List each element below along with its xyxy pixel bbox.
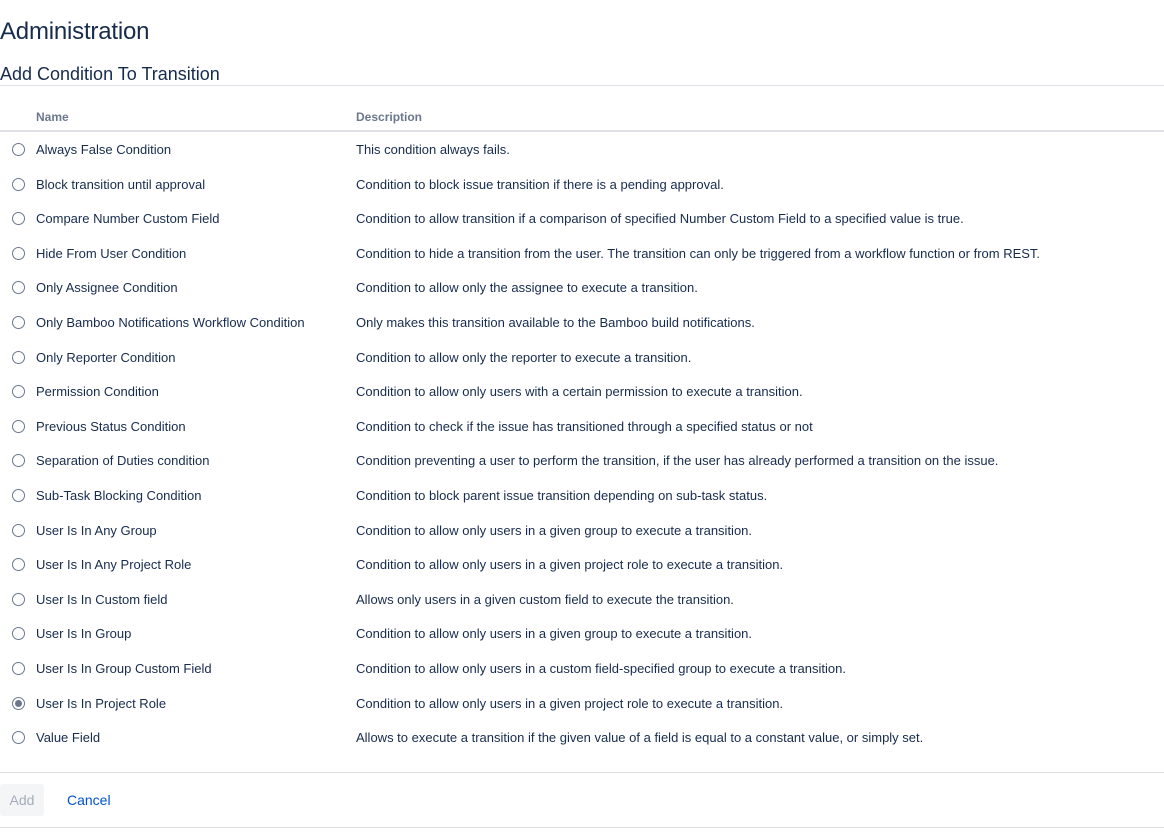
condition-description: Condition to allow only users in a given project role to execute a transition. (356, 695, 784, 711)
condition-description: Condition to allow only users in a given group to execute a transition. (356, 522, 753, 538)
condition-description: Condition to block issue transition if there is a pending approval. (356, 176, 724, 192)
table-row[interactable] (0, 616, 1164, 651)
table-row[interactable] (0, 340, 1164, 375)
condition-description: Condition to allow transition if a comparison of specified Number Custom Field to a specified value is true. (356, 211, 964, 227)
condition-radio[interactable] (12, 593, 25, 606)
condition-name[interactable]: Sub-Task Blocking Condition (36, 487, 202, 503)
condition-radio[interactable] (12, 420, 25, 433)
column-header-description: Description (356, 110, 423, 124)
table-row[interactable] (0, 478, 1164, 513)
header-divider (0, 85, 1164, 86)
table-row[interactable] (0, 167, 1164, 202)
condition-description: Condition to allow only users in a custom field-specified group to execute a transition. (356, 660, 846, 676)
condition-description: Condition preventing a user to perform the transition, if the user has already performed a transition on the issue. (356, 453, 999, 469)
condition-name[interactable]: User Is In Custom field (36, 591, 168, 607)
condition-radio[interactable] (12, 212, 25, 225)
footer-divider (0, 827, 1164, 828)
condition-description: Condition to allow only users with a certain permission to execute a transition. (356, 384, 803, 400)
condition-name[interactable]: Only Reporter Condition (36, 349, 176, 365)
condition-description: Condition to allow only users in a given group to execute a transition. (356, 626, 753, 642)
condition-radio[interactable] (12, 143, 25, 156)
condition-radio[interactable] (12, 489, 25, 502)
condition-name[interactable]: Only Assignee Condition (36, 280, 178, 296)
condition-description: Only makes this transition available to the Bamboo build notifications. (356, 314, 755, 330)
condition-name[interactable]: Value Field (36, 730, 101, 746)
condition-description: Condition to allow only users in a given project role to execute a transition. (356, 557, 784, 573)
condition-radio[interactable] (12, 385, 25, 398)
cancel-link[interactable]: Cancel (67, 792, 111, 808)
condition-radio[interactable] (12, 454, 25, 467)
column-header-name: Name (36, 110, 69, 124)
condition-name[interactable]: User Is In Project Role (36, 695, 167, 711)
condition-description: This condition always fails. (356, 142, 510, 157)
condition-name[interactable]: User Is In Any Project Role (36, 557, 192, 573)
condition-name[interactable]: Separation of Duties condition (36, 453, 210, 469)
condition-radio[interactable] (12, 524, 25, 537)
condition-name[interactable]: Always False Condition (36, 142, 172, 157)
table-row[interactable] (0, 236, 1164, 271)
condition-name[interactable]: Only Bamboo Notifications Workflow Condition (36, 314, 305, 330)
page-title: Administration (0, 18, 150, 45)
condition-description: Condition to check if the issue has transitioned through a specified status or not (356, 418, 813, 434)
condition-name[interactable]: Hide From User Condition (36, 245, 187, 261)
condition-name[interactable]: Block transition until approval (36, 176, 206, 192)
condition-radio[interactable] (12, 316, 25, 329)
condition-description: Condition to hide a transition from the user. The transition can only be triggered from a workflow function or from REST. (356, 245, 1041, 261)
condition-name[interactable]: Permission Condition (36, 384, 159, 400)
condition-radio[interactable] (12, 281, 25, 294)
conditions-table (0, 104, 1164, 755)
table-row[interactable] (0, 270, 1164, 305)
table-row[interactable] (0, 547, 1164, 582)
table-row[interactable] (0, 374, 1164, 409)
condition-name[interactable]: Compare Number Custom Field (36, 211, 220, 227)
condition-radio[interactable] (12, 627, 25, 640)
condition-name[interactable]: User Is In Any Group (36, 522, 157, 538)
table-row[interactable] (0, 513, 1164, 548)
table-row[interactable] (0, 686, 1164, 721)
table-row[interactable] (0, 720, 1164, 755)
table-row[interactable] (0, 409, 1164, 444)
table-row[interactable] (0, 443, 1164, 478)
table-row[interactable] (0, 132, 1164, 167)
table-row[interactable] (0, 201, 1164, 236)
table-row[interactable] (0, 651, 1164, 686)
condition-radio[interactable] (12, 697, 25, 710)
add-button[interactable]: Add (0, 784, 44, 816)
page-subtitle: Add Condition To Transition (0, 64, 220, 84)
condition-radio[interactable] (12, 731, 25, 744)
condition-radio[interactable] (12, 247, 25, 260)
condition-radio[interactable] (12, 558, 25, 571)
condition-radio[interactable] (12, 351, 25, 364)
table-body (0, 132, 1164, 755)
table-row[interactable] (0, 305, 1164, 340)
table-divider (0, 772, 1164, 773)
condition-radio[interactable] (12, 178, 25, 191)
condition-description: Condition to allow only the assignee to execute a transition. (356, 280, 698, 296)
condition-radio[interactable] (12, 662, 25, 675)
condition-description: Allows to execute a transition if the given value of a field is equal to a constant value, or simply set. (356, 730, 924, 746)
condition-description: Condition to allow only the reporter to execute a transition. (356, 349, 692, 365)
table-row[interactable] (0, 582, 1164, 617)
condition-description: Condition to block parent issue transition depending on sub-task status. (356, 487, 768, 503)
condition-name[interactable]: Previous Status Condition (36, 418, 186, 434)
condition-description: Allows only users in a given custom field to execute the transition. (356, 591, 734, 607)
condition-name[interactable]: User Is In Group Custom Field (36, 660, 212, 676)
condition-name[interactable]: User Is In Group (36, 626, 132, 642)
table-header (0, 104, 1164, 132)
